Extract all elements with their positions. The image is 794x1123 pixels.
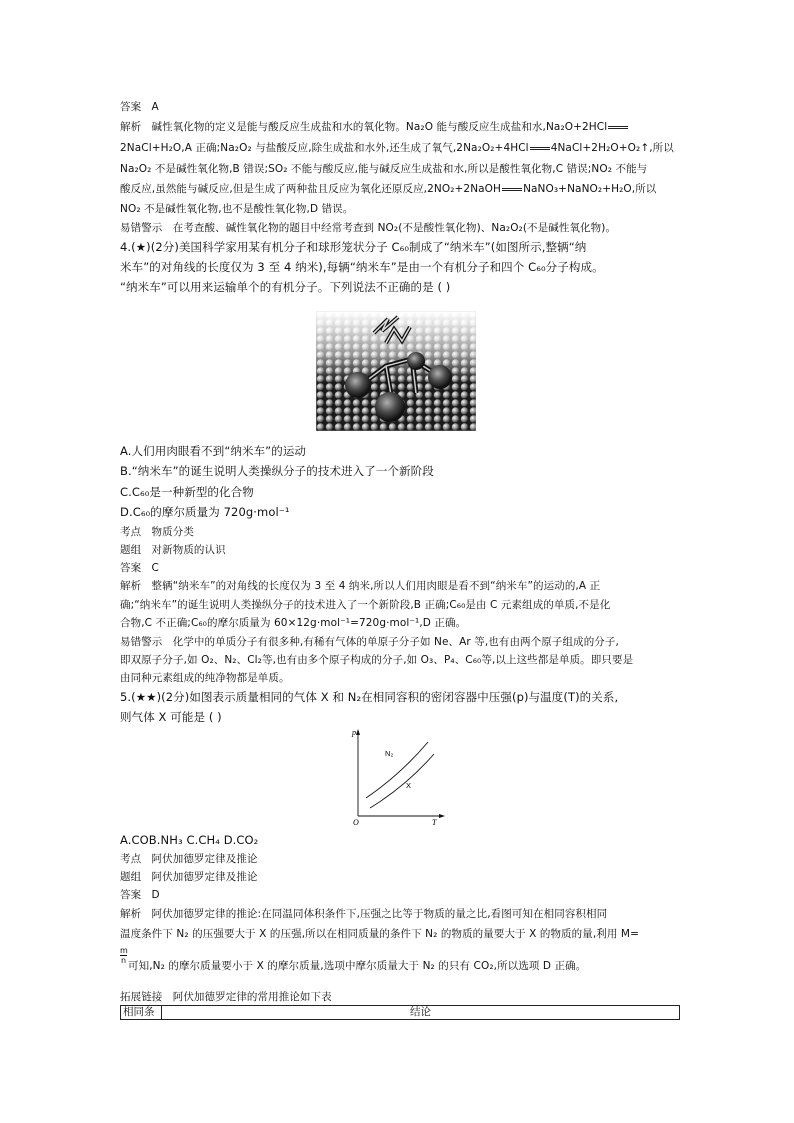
c60-wheel	[375, 392, 405, 422]
curve-n2-label: N₂	[385, 749, 394, 758]
table-row	[121, 1006, 680, 1020]
q3-analysis-line-3: Na₂O₂ 不是碱性氧化物,B 错误;SO₂ 不能与酸反应,能与碱反应生成盐和水,所以是酸性氧化物,C 错误;NO₂ 不能与	[120, 163, 648, 175]
q4-point-line: 考点 物质分类	[120, 526, 194, 538]
q4-analysis-line-2: 确;“纳米车”的诞生说明人类操纵分子的技术进入了一个新阶段,B 正确;C₆₀是由 C 元素组成的单质,不是化	[120, 599, 611, 611]
pressure-temperature-graph	[346, 726, 446, 826]
q4-analysis-line-1: 解析 整辆“纳米车”的对角线的长度仅为 3 至 4 纳米,所以人们用肉眼是看不到“纳米车”的运动的,A 正	[120, 580, 601, 592]
q4-stem-line-1: 4.(★)(2分)美国科学家用某有机分子和球形笼状分子 C₆₀制成了“纳米车”(如图所示,整辆“纳	[120, 240, 587, 254]
equals-sign-icon	[608, 126, 628, 129]
table-header-conclusion: 结论	[162, 1006, 680, 1020]
q3-answer-line	[120, 100, 159, 114]
q3-analysis-line-1: 解析 碱性氧化物的定义是能与酸反应生成盐和水的氧化物。Na₂O 能与酸反应生成盐和水,Na₂O+2HCl	[120, 120, 629, 134]
q4-group-line: 题组 对新物质的认识	[120, 544, 226, 556]
q5-analysis-line-3: 可知,N₂ 的摩尔质量要小于 X 的摩尔质量,选项中摩尔质量大于 N₂ 的只有 CO₂,所以选项 D 正确。	[128, 960, 587, 972]
q5-options: A.COB.NH₃ C.CH₄ D.CO₂	[120, 833, 259, 847]
c60-wheel	[407, 352, 425, 370]
q5-answer-line: 答案 D	[120, 889, 160, 901]
q5-stem-line-1: 5.(★★)(2分)如图表示质量相同的气体 X 和 N₂在相同容积的密闭容器中压强(p)与温度(T)的关系,	[120, 690, 619, 704]
c60-wheel	[428, 365, 452, 389]
equals-sign-icon	[530, 147, 550, 150]
q5-group-line: 题组 阿伏加德罗定律及推论	[120, 871, 258, 883]
table-header-condition: 相同条	[121, 1006, 162, 1020]
fraction-m-over-n: m n	[120, 946, 128, 965]
q5-point-line: 考点 阿伏加德罗定律及推论	[120, 853, 258, 865]
q4-analysis-line-3: 合物,C 不正确;C₆₀的摩尔质量为 60×12g·mol⁻¹=720g·mol⁻¹,D 正确。	[120, 617, 467, 629]
curve-x	[370, 754, 434, 808]
equals-sign-icon	[502, 188, 522, 191]
q4-answer-line: 答案 C	[120, 562, 159, 574]
q4-stem-line-2: 米车”的对角线的长度仅为 3 至 4 纳米),每辆“纳米车”是由一个有机分子和四个 C₆₀分子构成。	[120, 260, 604, 274]
c60-wheel	[345, 372, 371, 398]
extension-line: 拓展链接 阿伏加德罗定律的常用推论如下表	[120, 991, 332, 1003]
q4-option-a: A.人们用肉眼看不到“纳米车”的运动	[120, 444, 307, 458]
q3-analysis-line-2: 2NaCl+H₂O,A 正确;Na₂O₂ 与盐酸反应,除生成盐和水外,还生成了氧气,2Na₂O₂+4HCl 4NaCl+2H₂O+O₂↑,所以	[120, 142, 674, 154]
q4-tip-line-1: 易错警示 化学中的单质分子有很多种,有稀有气体的单原子分子如 Ne、Ar 等,也有由两个原子组成的分子,	[120, 636, 619, 648]
x-axis-label: T	[432, 818, 437, 826]
q5-analysis-line-1: 解析 阿伏加德罗定律的推论:在同温同体积条件下,压强之比等于物质的量之比,看图可知在相同容积相同	[120, 908, 608, 920]
q3-analysis-line-4: 酸反应,虽然能与碱反应,但是生成了两种盐且反应为氧化还原反应,2NO₂+2NaOH NaNO₃+NaNO₂+H₂O,所以	[120, 183, 657, 195]
q5-analysis-line-2: 温度条件下 N₂ 的压强要大于 X 的压强,所以在相同质量的条件下 N₂ 的物质的量要大于 X 的物质的量,利用 M=	[120, 928, 639, 940]
avogadro-inference-table	[120, 1005, 680, 1020]
q4-option-b: B.“纳米车”的诞生说明人类操纵分子的技术进入了一个新阶段	[120, 464, 434, 478]
q4-option-d: D.C₆₀的摩尔质量为 720g·mol⁻¹	[120, 505, 290, 519]
nanocar-figure	[316, 311, 476, 431]
q4-option-c: C.C₆₀是一种新型的化合物	[120, 485, 254, 499]
answer-value: A	[151, 101, 159, 113]
tip-label: 易错警示	[120, 222, 163, 234]
q4-stem-line-3: “纳米车”可以用来运输单个的有机分子。下列说法不正确的是 ( )	[120, 280, 451, 294]
analysis-label: 解析	[120, 121, 142, 133]
q5-stem-line-2: 则气体 X 可能是 ( )	[120, 710, 222, 724]
curve-x-label: X	[406, 781, 412, 790]
answer-label: 答案	[120, 101, 142, 113]
origin-label: O	[353, 818, 359, 826]
q4-tip-line-3: 由同种元素组成的纯净物都是单质。	[120, 672, 290, 684]
y-axis-label: p	[352, 728, 356, 737]
q3-tip-line: 易错警示 在考查酸、碱性氧化物的题目中经常考查到 NO₂(不是酸性氧化物)、Na₂O₂(不是碱性氧化物)。	[120, 222, 617, 234]
q4-tip-line-2: 即双原子分子,如 O₂、N₂、Cl₂等,也有由多个原子构成的分子,如 O₃、P₄、C₆₀等,以上这些都是单质。即只要是	[120, 654, 634, 666]
q3-analysis-line-5: NO₂ 不是碱性氧化物,也不是酸性氧化物,D 错误。	[120, 203, 354, 215]
